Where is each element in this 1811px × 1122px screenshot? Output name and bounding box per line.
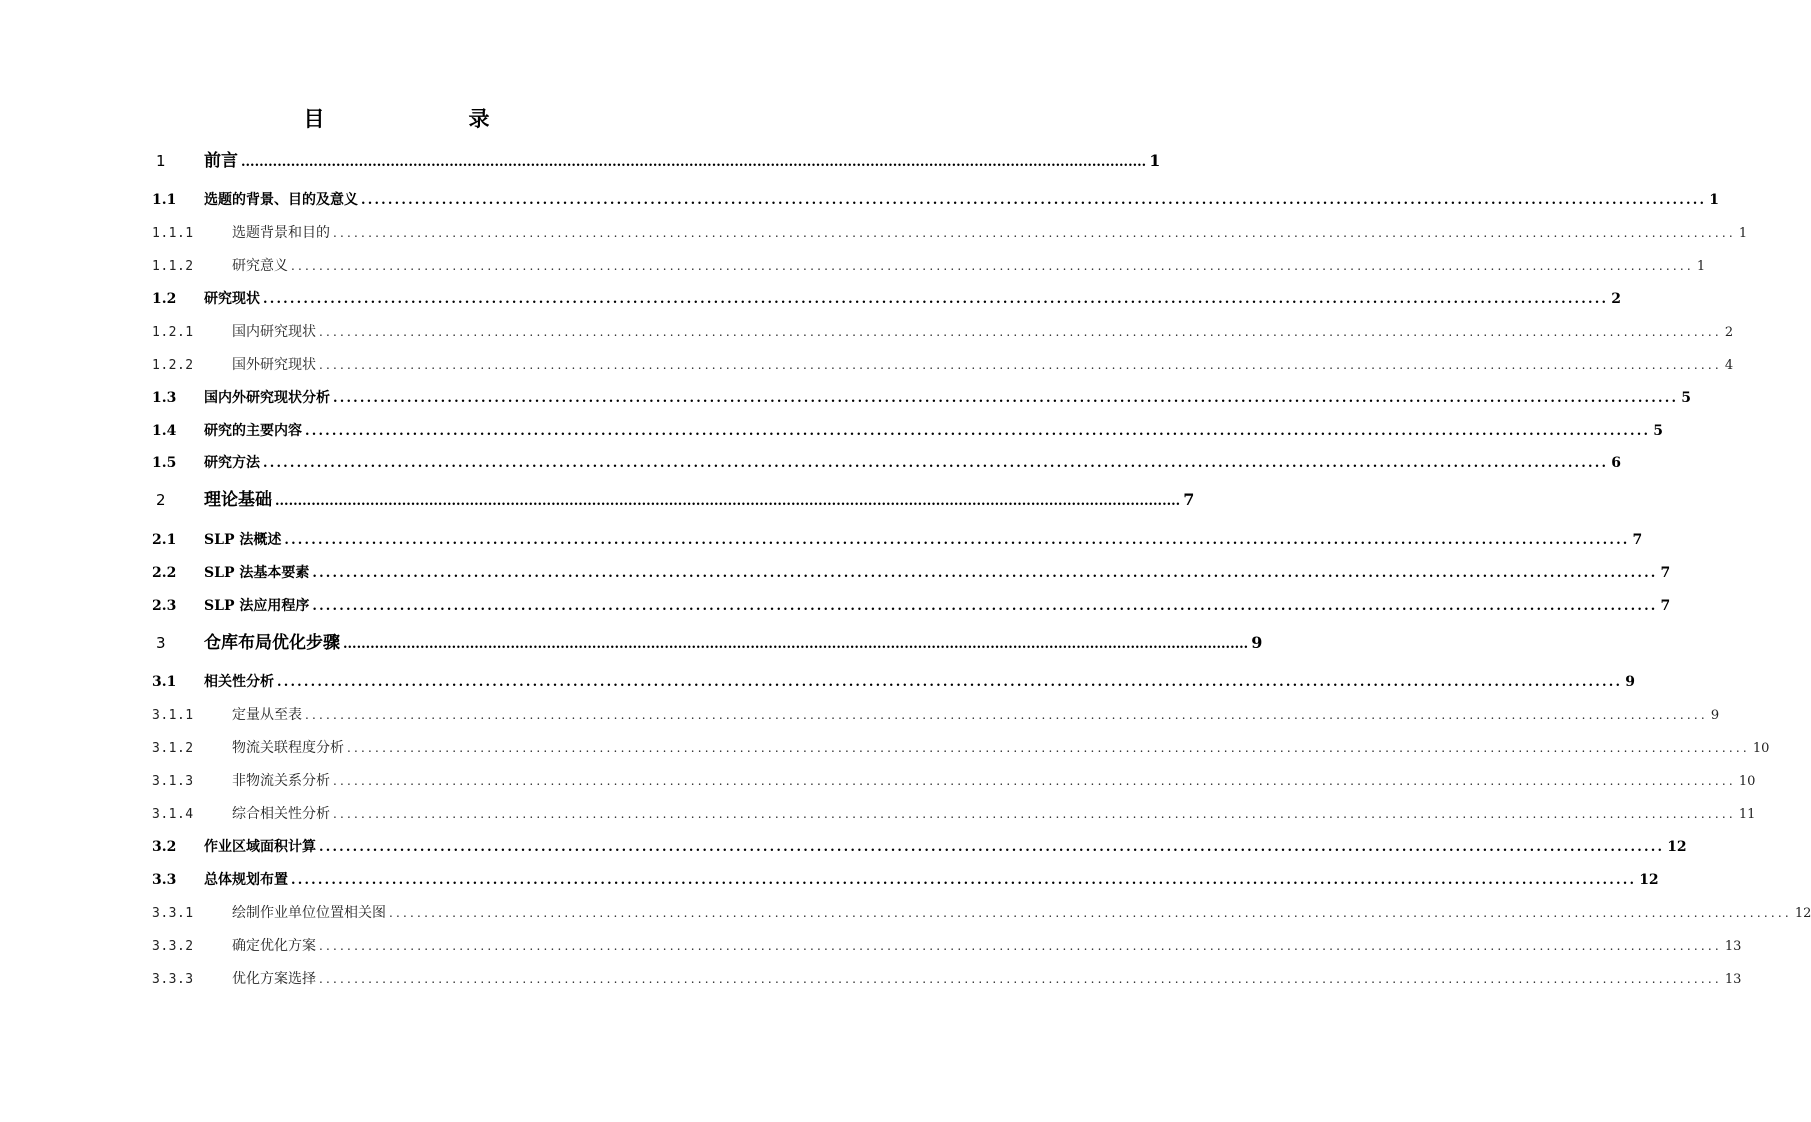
toc-leader-dots: ........................................................................................................................................................................................................ xyxy=(333,807,1736,821)
toc-leader-dots: ........................................................................................................................................................................................................ xyxy=(389,906,1792,920)
toc-entry-title: 物流关联程度分析 xyxy=(232,740,344,756)
toc-entry xyxy=(152,900,1811,926)
toc-entry xyxy=(152,146,1161,176)
toc-entry xyxy=(152,702,1720,728)
toc-leader-dots: ........................................................................................................................................................................................................ xyxy=(347,741,1750,755)
toc-entry xyxy=(152,801,1756,827)
toc-entry-title: 理论基础 xyxy=(204,490,272,510)
toc-entry-page: 1 xyxy=(1696,259,1706,274)
toc-entry xyxy=(152,669,1635,695)
toc-entry-page: 1 xyxy=(1709,192,1719,208)
toc-leader-dots: ........................................................................................................................................................................................................ xyxy=(284,533,1630,548)
toc-leader-dots: ........................................................................................................................................................................................................ xyxy=(263,456,1609,471)
toc-entry xyxy=(152,220,1748,246)
toc-entry-page: 7 xyxy=(1183,490,1195,509)
toc-entry-title: 国外研究现状 xyxy=(232,357,316,373)
toc-entry-page: 4 xyxy=(1724,358,1734,373)
toc-entry-title: 前言 xyxy=(204,151,238,171)
toc-entry-number: 1.2 xyxy=(152,291,177,307)
toc-entry-title: SLP 法应用程序 xyxy=(204,598,310,614)
toc-entry xyxy=(152,418,1663,444)
toc-entry-page: 9 xyxy=(1625,674,1635,690)
toc-entry-number: 3.1.3 xyxy=(152,774,194,789)
toc-leader-dots: ........................................................................................................................................................................................................ xyxy=(305,424,1651,439)
toc-entry xyxy=(152,560,1671,586)
toc-entry xyxy=(152,485,1195,515)
toc-entry-number: 1.4 xyxy=(152,423,177,439)
toc-entry-title: 作业区域面积计算 xyxy=(204,839,316,855)
toc-entry-title: SLP 法概述 xyxy=(204,532,282,548)
toc-entry-page: 5 xyxy=(1653,423,1663,439)
toc-leader-dots: ........................................................................................................................................................................................................ xyxy=(275,494,1181,509)
toc-entry xyxy=(152,593,1671,619)
toc-leader-dots: ........................................................................................................................................................................................................ xyxy=(319,325,1722,339)
toc-entry-number: 3.1.1 xyxy=(152,708,194,723)
toc-entry xyxy=(152,253,1706,279)
toc-entry-title: 综合相关性分析 xyxy=(232,806,330,822)
toc-entry-page: 11 xyxy=(1738,807,1756,822)
toc-leader-dots: ........................................................................................................................................................................................................ xyxy=(277,675,1623,690)
toc-entry-title: 国内外研究现状分析 xyxy=(204,390,330,406)
toc-entry-page: 13 xyxy=(1724,972,1742,987)
toc-entry-page: 12 xyxy=(1639,872,1659,888)
toc-entry-page: 5 xyxy=(1681,390,1691,406)
toc-entry-number: 3.1 xyxy=(152,674,177,690)
toc-entry xyxy=(152,319,1734,345)
toc-entry-number: 3.2 xyxy=(152,839,177,855)
toc-entry xyxy=(152,527,1643,553)
toc-leader-dots: ........................................................................................................................................................................................................ xyxy=(319,358,1722,372)
toc-entry-number: 3 xyxy=(156,634,166,652)
toc-entry-page: 13 xyxy=(1724,939,1742,954)
toc-leader-dots: ........................................................................................................................................................................................................ xyxy=(361,193,1707,208)
toc-leader-dots: ........................................................................................................................................................................................................ xyxy=(333,226,1736,240)
toc-entry xyxy=(152,768,1756,794)
toc-entry-page: 2 xyxy=(1724,325,1734,340)
toc-entry-number: 1.1 xyxy=(152,192,177,208)
toc-leader-dots: ........................................................................................................................................................................................................ xyxy=(319,972,1722,986)
toc-entry-page: 7 xyxy=(1660,598,1671,614)
toc-leader-dots: ........................................................................................................................................................................................................ xyxy=(319,840,1665,855)
toc-entry-number: 1.2.1 xyxy=(152,325,194,340)
toc-entry xyxy=(152,867,1659,893)
toc-entry-page: 6 xyxy=(1611,455,1621,471)
toc-entry-number: 2.2 xyxy=(152,565,177,581)
toc-entry-title: 优化方案选择 xyxy=(232,971,316,987)
toc-leader-dots: ........................................................................................................................................................................................................ xyxy=(241,155,1147,170)
toc-entry-number: 3.3 xyxy=(152,872,177,888)
page-title: 目 录 xyxy=(303,106,524,131)
toc-entry xyxy=(152,450,1621,476)
toc-entry-page: 7 xyxy=(1660,565,1671,581)
toc-entry-title: 选题的背景、目的及意义 xyxy=(204,192,358,208)
toc-entry-number: 1.1.1 xyxy=(152,226,194,241)
toc-entry xyxy=(152,385,1691,411)
toc-entry xyxy=(152,187,1719,213)
toc-leader-dots: ........................................................................................................................................................................................................ xyxy=(333,774,1736,788)
toc-entry-title: SLP 法基本要素 xyxy=(204,565,310,581)
toc-entry-number: 1.1.2 xyxy=(152,259,194,274)
toc-entry-page: 10 xyxy=(1738,774,1756,789)
toc-entry-number: 3.3.1 xyxy=(152,906,194,921)
toc-leader-dots: ........................................................................................................................................................................................................ xyxy=(333,391,1679,406)
toc-entry-page: 10 xyxy=(1752,741,1770,756)
toc-entry-number: 3.1.4 xyxy=(152,807,194,822)
toc-leader-dots: ........................................................................................................................................................................................................ xyxy=(343,637,1249,652)
toc-entry-title: 研究意义 xyxy=(232,258,288,274)
toc-entry-page: 1 xyxy=(1149,151,1161,170)
toc-entry xyxy=(152,834,1687,860)
toc-entry-title: 相关性分析 xyxy=(204,674,274,690)
toc-entry-page: 12 xyxy=(1667,839,1687,855)
toc-entry-title: 仓库布局优化步骤 xyxy=(204,633,340,653)
toc-entry-title: 选题背景和目的 xyxy=(232,225,330,241)
toc-leader-dots: ........................................................................................................................................................................................................ xyxy=(305,708,1708,722)
toc-entry xyxy=(152,933,1742,959)
toc-entry-title: 定量从至表 xyxy=(232,707,302,723)
toc-entry-page: 2 xyxy=(1611,291,1621,307)
toc-entry xyxy=(152,286,1621,312)
toc-entry-title: 确定优化方案 xyxy=(232,938,316,954)
toc-entry-number: 3.3.2 xyxy=(152,939,194,954)
toc-entry xyxy=(152,628,1263,658)
toc-entry-number: 3.3.3 xyxy=(152,972,194,987)
toc-entry-number: 1 xyxy=(156,152,166,170)
toc-entry-page: 1 xyxy=(1738,226,1748,241)
toc-entry-title: 国内研究现状 xyxy=(232,324,316,340)
toc-entry-title: 研究的主要内容 xyxy=(204,423,302,439)
toc-leader-dots: ........................................................................................................................................................................................................ xyxy=(312,599,1658,614)
toc-entry-number: 2 xyxy=(156,491,166,509)
toc-entry-number: 2.3 xyxy=(152,598,177,614)
toc-entry-number: 2.1 xyxy=(152,532,177,548)
toc-leader-dots: ........................................................................................................................................................................................................ xyxy=(291,259,1694,273)
toc-entry-page: 9 xyxy=(1251,633,1263,652)
toc-entry xyxy=(152,352,1734,378)
toc-entry-page: 12 xyxy=(1794,906,1811,921)
toc-leader-dots: ........................................................................................................................................................................................................ xyxy=(291,873,1637,888)
toc-entry xyxy=(152,966,1742,992)
toc-entry-page: 7 xyxy=(1632,532,1643,548)
toc-entry-title: 研究现状 xyxy=(204,291,260,307)
toc-entry-number: 1.5 xyxy=(152,455,177,471)
toc-entry-number: 1.3 xyxy=(152,390,177,406)
toc-entry-title: 研究方法 xyxy=(204,455,260,471)
toc-entry xyxy=(152,735,1770,761)
toc-leader-dots: ........................................................................................................................................................................................................ xyxy=(319,939,1722,953)
toc-leader-dots: ........................................................................................................................................................................................................ xyxy=(312,566,1658,581)
toc-entry-number: 3.1.2 xyxy=(152,741,194,756)
toc-entry-title: 非物流关系分析 xyxy=(232,773,330,789)
toc-entry-number: 1.2.2 xyxy=(152,358,194,373)
toc-entry-title: 绘制作业单位位置相关图 xyxy=(232,905,386,921)
toc-leader-dots: ........................................................................................................................................................................................................ xyxy=(263,292,1609,307)
toc-entry-page: 9 xyxy=(1710,708,1720,723)
toc-entry-title: 总体规划布置 xyxy=(204,872,288,888)
